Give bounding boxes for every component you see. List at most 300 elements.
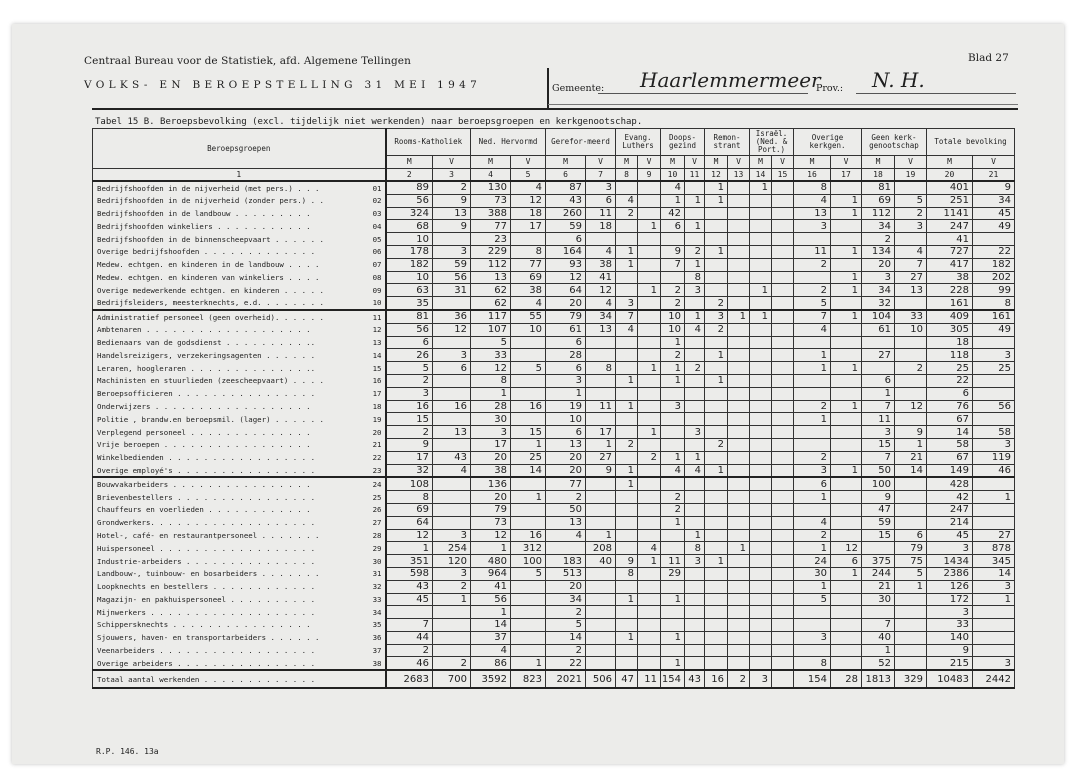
row-label-text: Verplegend personeel . . . . . . . . . . . . . .	[97, 427, 311, 437]
column-number: 7	[586, 169, 616, 182]
cell-value: 1	[685, 258, 705, 271]
column-number: 16	[794, 169, 831, 182]
cell-value: 6	[831, 555, 862, 568]
cell-value	[794, 387, 831, 400]
cell-value	[661, 580, 685, 593]
cell-value: 15	[511, 426, 546, 439]
row-label-text: Medew. echtgen. en kinderen in de landbouw . . . .	[97, 260, 320, 270]
cell-value: 1	[794, 413, 831, 426]
cell-value: 10	[661, 310, 685, 323]
cell-value: 1	[705, 374, 728, 387]
cell-value: 69	[862, 194, 895, 207]
cell-value	[750, 426, 772, 439]
row-label	[93, 644, 386, 657]
cell-value: 1	[661, 194, 685, 207]
cell-value	[831, 297, 862, 310]
cell-value	[728, 631, 750, 644]
cell-value: 20	[862, 258, 895, 271]
column-number: 8	[616, 169, 638, 182]
cell-value	[794, 644, 831, 657]
cell-value: 3	[616, 297, 638, 310]
cell-value: 2	[728, 670, 750, 688]
cell-value: 878	[973, 542, 1015, 555]
cell-value: 2	[794, 529, 831, 542]
table-row	[93, 297, 1015, 310]
cell-value: 69	[511, 271, 546, 284]
cell-value: 2386	[927, 567, 973, 580]
cell-value	[772, 297, 794, 310]
row-label	[93, 310, 386, 323]
cell-value	[895, 181, 927, 194]
cell-value: 3	[546, 374, 586, 387]
cell-value	[750, 207, 772, 220]
cell-value: 36	[433, 310, 471, 323]
cell-value: 229	[471, 245, 511, 258]
table-row	[93, 310, 1015, 323]
group-header: Totale bevolking	[927, 129, 1015, 156]
cell-value: 18	[586, 220, 616, 233]
cell-value: 15	[862, 529, 895, 542]
cell-value	[973, 606, 1015, 619]
row-number: 16	[372, 376, 382, 386]
cell-value	[511, 349, 546, 362]
cell-value	[661, 477, 685, 490]
cell-value	[685, 349, 705, 362]
cell-value	[728, 400, 750, 413]
table-row	[93, 194, 1015, 207]
cell-value	[772, 271, 794, 284]
cell-value: 244	[862, 567, 895, 580]
row-number: 27	[372, 518, 382, 528]
table-title: Tabel 15 B. Beroepsbevolking (excl. tijdelijk niet werkenden) naar beroepsgroepen en kerkgenootschap.	[95, 117, 643, 127]
group-header: Gerefor-meerd	[546, 129, 616, 156]
cell-value: 46	[973, 464, 1015, 477]
cell-value: 375	[862, 555, 895, 568]
cell-value: 1	[511, 438, 546, 451]
cell-value: 13	[433, 207, 471, 220]
row-label-text: Hotel-, café- en restaurantpersoneel . . . . . . .	[97, 530, 320, 540]
column-header-beroepsgroepen: Beroepsgroepen	[93, 129, 386, 169]
cell-value	[638, 387, 661, 400]
cell-value: 12	[546, 271, 586, 284]
header-rule-bold	[92, 108, 1018, 110]
cell-value: 6	[794, 477, 831, 490]
cell-value: 21	[895, 451, 927, 464]
cell-value	[973, 477, 1015, 490]
cell-value	[750, 400, 772, 413]
cell-value: 32	[862, 297, 895, 310]
cell-value: 4	[638, 542, 661, 555]
cell-value: 14	[546, 631, 586, 644]
cell-value	[728, 606, 750, 619]
cell-value: 9	[862, 491, 895, 504]
cell-value: 22	[546, 657, 586, 670]
cell-value: 8	[685, 271, 705, 284]
cell-value	[772, 181, 794, 194]
cell-value: 1	[794, 349, 831, 362]
cell-value	[750, 194, 772, 207]
cell-value	[750, 542, 772, 555]
cell-value: 3	[973, 349, 1015, 362]
cell-value: 107	[471, 323, 511, 336]
cell-value: 33	[895, 310, 927, 323]
cell-value: 3	[386, 387, 433, 400]
cell-value: 112	[471, 258, 511, 271]
cell-value	[705, 284, 728, 297]
cell-value	[586, 387, 616, 400]
cell-value: 34	[973, 194, 1015, 207]
table-row	[93, 323, 1015, 336]
column-number: 3	[433, 169, 471, 182]
cell-value	[728, 258, 750, 271]
row-number: 30	[372, 556, 382, 566]
row-number: 29	[372, 543, 382, 553]
table-row	[93, 413, 1015, 426]
cell-value	[862, 606, 895, 619]
row-label	[93, 271, 386, 284]
cell-value: 10	[386, 233, 433, 246]
cell-value	[772, 387, 794, 400]
cell-value	[661, 644, 685, 657]
row-label	[93, 194, 386, 207]
table-row	[93, 464, 1015, 477]
cell-value	[586, 336, 616, 349]
cell-value: 1	[661, 631, 685, 644]
cell-value	[616, 413, 638, 426]
cell-value	[511, 606, 546, 619]
cell-value: 1	[831, 362, 862, 375]
cell-value	[772, 542, 794, 555]
column-number: 18	[862, 169, 895, 182]
row-number: 21	[372, 440, 382, 450]
cell-value: 27	[895, 271, 927, 284]
cell-value: 47	[862, 503, 895, 516]
cell-value	[685, 606, 705, 619]
cell-value	[616, 529, 638, 542]
row-label-text: Sjouwers, haven- en transportarbeiders . . . . . .	[97, 633, 320, 643]
cell-value: 62	[471, 297, 511, 310]
row-label-text: Loopknechts en bestellers . . . . . . . . . . . .	[97, 582, 316, 592]
sex-header: M	[750, 156, 772, 169]
column-number: 20	[927, 169, 973, 182]
cell-value	[638, 233, 661, 246]
cell-value: 11	[638, 670, 661, 688]
cell-value	[616, 619, 638, 632]
cell-value	[728, 349, 750, 362]
cell-value: 1	[750, 310, 772, 323]
cell-value: 1	[661, 374, 685, 387]
cell-value: 5	[471, 336, 511, 349]
row-label-text: Grondwerkers. . . . . . . . . . . . . . . . . . .	[97, 518, 316, 528]
cell-value: 172	[927, 593, 973, 606]
cell-value: 38	[927, 271, 973, 284]
cell-value: 700	[433, 670, 471, 688]
cell-value	[616, 657, 638, 670]
row-label	[93, 542, 386, 555]
cell-value: 1	[831, 310, 862, 323]
cell-value	[638, 310, 661, 323]
row-label-text: Overige employé's . . . . . . . . . . . . . . . .	[97, 465, 316, 475]
cell-value: 16	[705, 670, 728, 688]
group-header: Geen kerk-genootschap	[862, 129, 927, 156]
cell-value	[973, 233, 1015, 246]
row-label	[93, 323, 386, 336]
cell-value	[638, 491, 661, 504]
province-underline	[856, 93, 1016, 94]
cell-value: 8	[386, 491, 433, 504]
cell-value: 3	[927, 606, 973, 619]
cell-value: 1	[661, 336, 685, 349]
cell-value	[638, 438, 661, 451]
cell-value	[586, 567, 616, 580]
cell-value	[638, 258, 661, 271]
cell-value	[750, 258, 772, 271]
cell-value: 1	[511, 491, 546, 504]
cell-value: 120	[433, 555, 471, 568]
cell-value: 11	[794, 245, 831, 258]
cell-value: 10483	[927, 670, 973, 688]
cell-value: 1	[471, 387, 511, 400]
cell-value: 1	[705, 245, 728, 258]
cell-value	[685, 400, 705, 413]
cell-value	[750, 555, 772, 568]
cell-value: 27	[862, 349, 895, 362]
cell-value: 7	[862, 400, 895, 413]
cell-value: 5	[511, 567, 546, 580]
cell-value: 9	[386, 438, 433, 451]
cell-value: 6	[386, 336, 433, 349]
cell-value	[661, 271, 685, 284]
sex-header: M	[546, 156, 586, 169]
cell-value: 8	[794, 181, 831, 194]
cell-value	[895, 619, 927, 632]
column-number: 12	[705, 169, 728, 182]
cell-value	[750, 567, 772, 580]
cell-value: 56	[973, 400, 1015, 413]
cell-value: 4	[661, 464, 685, 477]
row-number: 13	[372, 337, 382, 347]
cell-value: 79	[471, 503, 511, 516]
row-label	[93, 438, 386, 451]
cell-value	[586, 516, 616, 529]
cell-value: 2	[546, 644, 586, 657]
cell-value: 6	[546, 426, 586, 439]
cell-value: 13	[471, 271, 511, 284]
cell-value	[705, 477, 728, 490]
cell-value: 182	[973, 258, 1015, 271]
cell-value: 506	[586, 670, 616, 688]
cell-value: 1	[638, 555, 661, 568]
row-label	[93, 426, 386, 439]
cell-value: 46	[386, 657, 433, 670]
cell-value: 2	[433, 580, 471, 593]
cell-value: 14	[927, 426, 973, 439]
row-label-text: Bedrijfshoofden in de binnenscheepvaart . . . . . .	[97, 234, 324, 244]
cell-value	[728, 181, 750, 194]
cell-value: 100	[862, 477, 895, 490]
cell-value	[705, 387, 728, 400]
row-label-text: Vrije beroepen . . . . . . . . . . . . . . . . .	[97, 440, 311, 450]
cell-value: 12	[471, 362, 511, 375]
cell-value	[616, 503, 638, 516]
cell-value: 26	[386, 349, 433, 362]
row-label-text: Bouwvakarbeiders . . . . . . . . . . . . . . . .	[97, 479, 311, 489]
row-label	[93, 555, 386, 568]
cell-value	[511, 503, 546, 516]
cell-value	[586, 657, 616, 670]
cell-value: 61	[862, 323, 895, 336]
cell-value: 7	[862, 451, 895, 464]
cell-value: 345	[973, 555, 1015, 568]
cell-value	[705, 631, 728, 644]
cell-value	[895, 413, 927, 426]
province-value: N. H.	[872, 68, 925, 92]
cell-value	[831, 233, 862, 246]
cell-value: 312	[511, 542, 546, 555]
cell-value: 727	[927, 245, 973, 258]
cell-value	[728, 323, 750, 336]
cell-value: 68	[386, 220, 433, 233]
column-number: 5	[511, 169, 546, 182]
cell-value	[638, 529, 661, 542]
cell-value: 43	[433, 451, 471, 464]
cell-value	[772, 529, 794, 542]
sex-header: M	[616, 156, 638, 169]
cell-value	[685, 387, 705, 400]
cell-value	[685, 593, 705, 606]
row-label	[93, 245, 386, 258]
cell-value: 1	[973, 593, 1015, 606]
row-label	[93, 387, 386, 400]
cell-value	[705, 451, 728, 464]
cell-value	[831, 413, 862, 426]
cell-value: 329	[895, 670, 927, 688]
cell-value: 8	[685, 542, 705, 555]
cell-value: 3	[794, 631, 831, 644]
cell-value: 2	[661, 284, 685, 297]
cell-value: 9	[927, 644, 973, 657]
cell-value: 42	[661, 207, 685, 220]
cell-value: 52	[862, 657, 895, 670]
cell-value: 13	[433, 426, 471, 439]
cell-value	[895, 349, 927, 362]
row-label-text: Industrie-arbeiders . . . . . . . . . . . . . . .	[97, 556, 316, 566]
cell-value: 29	[661, 567, 685, 580]
cell-value: 17	[586, 426, 616, 439]
group-header: Remon-strant	[705, 129, 750, 156]
row-number: 10	[372, 298, 382, 308]
table-row	[93, 336, 1015, 349]
cell-value	[794, 438, 831, 451]
cell-value	[728, 657, 750, 670]
cell-value: 34	[862, 284, 895, 297]
cell-value	[638, 606, 661, 619]
cell-value: 823	[511, 670, 546, 688]
census-heading: VOLKS- EN BEROEPSTELLING 31 MEI 1947	[84, 79, 482, 91]
cell-value	[705, 336, 728, 349]
row-label-text: Veenarbeiders . . . . . . . . . . . . . . . . . .	[97, 646, 316, 656]
cell-value	[685, 644, 705, 657]
cell-value	[705, 567, 728, 580]
row-number: 26	[372, 505, 382, 515]
table-row	[93, 657, 1015, 670]
cell-value: 17	[511, 220, 546, 233]
row-label-text: Overige medewerkende echtgen. en kinderen . . . . .	[97, 285, 324, 295]
row-label-text: Bedrijfshoofden in de nijverheid (met pers.) . . .	[97, 183, 320, 193]
cell-value: 87	[546, 181, 586, 194]
cell-value: 1	[386, 542, 433, 555]
cell-value	[661, 606, 685, 619]
row-label	[93, 516, 386, 529]
cell-value: 1	[862, 644, 895, 657]
cell-value: 4	[586, 245, 616, 258]
cell-value: 3	[433, 567, 471, 580]
cell-value	[728, 451, 750, 464]
cell-value: 16	[386, 400, 433, 413]
cell-value	[511, 233, 546, 246]
cell-value: 1	[616, 464, 638, 477]
cell-value: 1	[586, 438, 616, 451]
cell-value: 1	[750, 284, 772, 297]
cell-value: 5	[895, 194, 927, 207]
cell-value: 7	[661, 258, 685, 271]
cell-value	[616, 516, 638, 529]
cell-value: 11	[661, 555, 685, 568]
cell-value	[616, 181, 638, 194]
cell-value: 33	[471, 349, 511, 362]
cell-value: 6	[433, 362, 471, 375]
cell-value: 18	[511, 207, 546, 220]
cell-value	[750, 606, 772, 619]
cell-value: 161	[973, 310, 1015, 323]
cell-value: 12	[386, 529, 433, 542]
row-label	[93, 374, 386, 387]
cell-value: 178	[386, 245, 433, 258]
cell-value	[831, 336, 862, 349]
cell-value	[831, 349, 862, 362]
cell-value	[586, 631, 616, 644]
census-table	[92, 128, 1015, 689]
cell-value: 73	[471, 516, 511, 529]
sex-header: V	[831, 156, 862, 169]
cell-value: 1434	[927, 555, 973, 568]
cell-value	[862, 542, 895, 555]
cell-value: 1	[794, 542, 831, 555]
sex-header: V	[433, 156, 471, 169]
table-row	[93, 387, 1015, 400]
cell-value	[616, 336, 638, 349]
cell-value: 1	[638, 284, 661, 297]
cell-value	[772, 477, 794, 490]
cell-value	[433, 438, 471, 451]
cell-value	[685, 438, 705, 451]
cell-value: 58	[973, 426, 1015, 439]
cell-value	[895, 336, 927, 349]
column-number: 15	[772, 169, 794, 182]
cell-value: 3	[794, 464, 831, 477]
cell-value	[705, 362, 728, 375]
cell-value	[728, 593, 750, 606]
cell-value: 161	[927, 297, 973, 310]
cell-value: 4	[685, 464, 705, 477]
cell-value: 4	[661, 181, 685, 194]
cell-value: 2	[661, 297, 685, 310]
cell-value	[728, 220, 750, 233]
cell-value	[685, 491, 705, 504]
cell-value	[831, 374, 862, 387]
row-label-text: Ambtenaren . . . . . . . . . . . . . . . . . . .	[97, 325, 311, 335]
sex-header: V	[772, 156, 794, 169]
